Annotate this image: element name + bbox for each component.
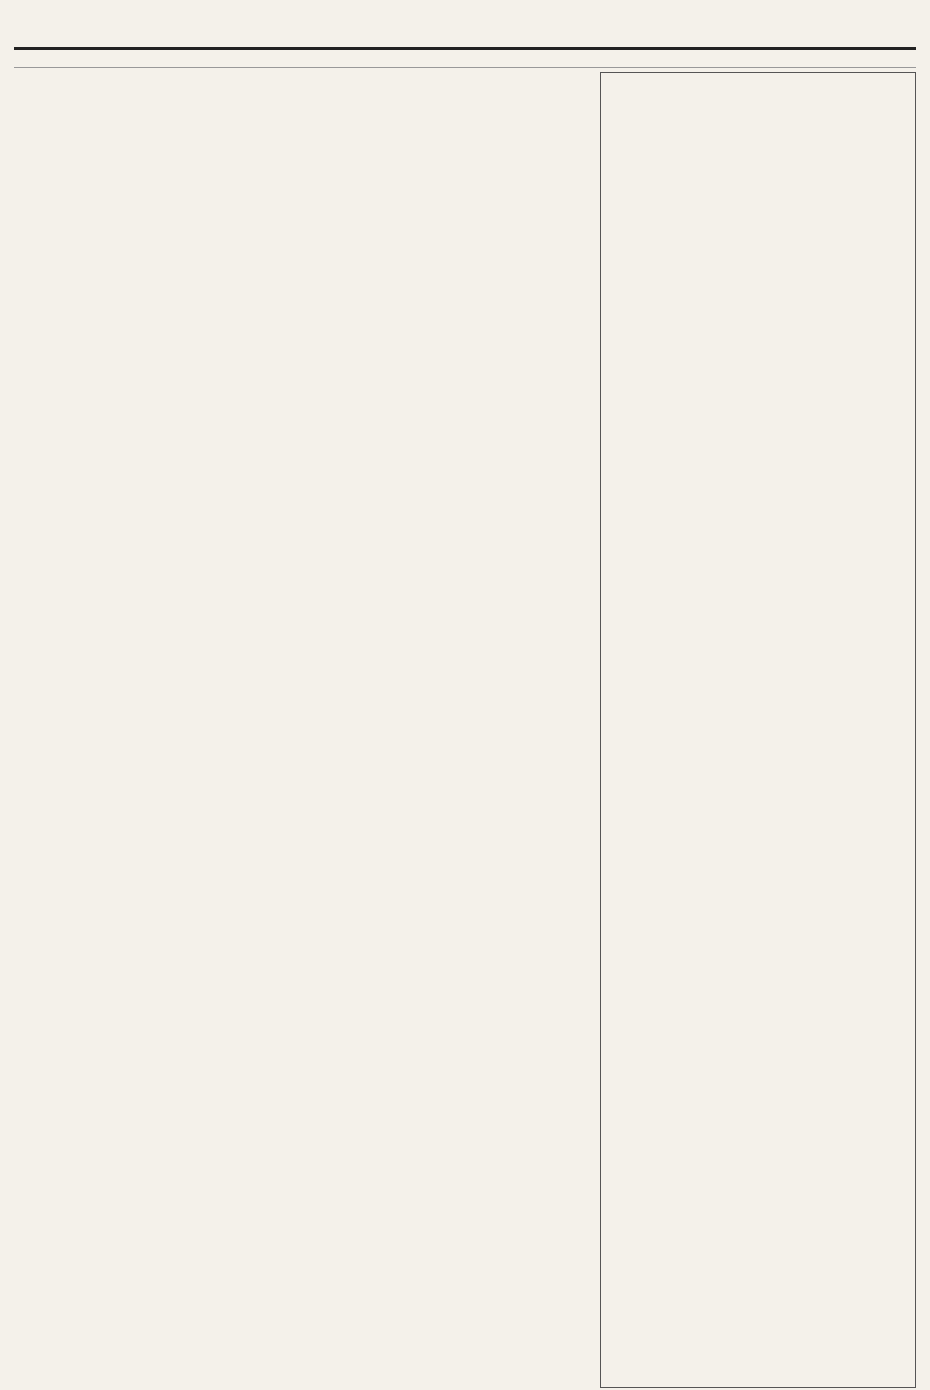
sidebar-kicker — [609, 81, 907, 95]
article-2-headline — [14, 162, 588, 198]
article-2-byline — [14, 200, 588, 214]
article-1-byline — [14, 114, 588, 128]
page-columns — [14, 72, 916, 1388]
sidebar-byline — [609, 137, 907, 151]
article-1-credit — [14, 136, 588, 148]
sidebar-article — [600, 72, 916, 1388]
article-2 — [14, 158, 588, 234]
article-1-headline — [14, 76, 588, 112]
left-column — [14, 72, 588, 1388]
article-1 — [14, 72, 588, 148]
contact-line — [14, 50, 916, 68]
page-header — [14, 10, 916, 50]
sidebar-headline — [609, 99, 907, 135]
article-2-credit — [14, 222, 588, 234]
sidebar-credit — [609, 159, 907, 171]
